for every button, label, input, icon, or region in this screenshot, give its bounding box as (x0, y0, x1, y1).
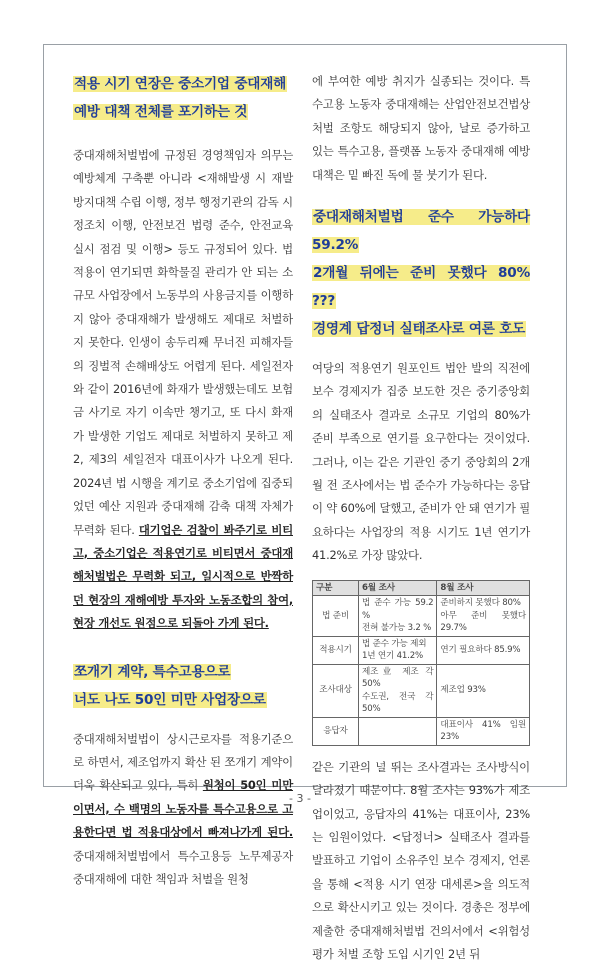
paragraph-2-text-a: 중대재해처벌법이 상시근로자를 적용기준으로 하면서, 제조업까지 확산 된 쪼개기 계약이 더욱 확산되고 있다, 특히 (73, 731, 293, 793)
heading-3-line2: 2개월 뒤에는 준비 못했다 80% ??? (312, 265, 530, 310)
paragraph-1-text: 중대재해처벌법에 규정된 경영책임자 의무는 예방체계 구축뿐 아니라 <재해발생 시 재발방지대책 수립 이행, 정부 행정기관의 감독 시정조치 이행, 안전보건 법령 준수, 안전교육 실시 점검 및 이행> 등도 규정되어 있다. 법 적용이 연기되면 화학물질 관리가 안 되는 소규모 사업장에서 노동부의 사용금지를 이행하지 않아 중대재해가 발생해도 제대로 처벌하지 못한다. 인생이 송두리째 무너진 피해자들의 징벌적 손해배상도 어렵게 된다. 세일전자와 같이 2016년에 화재가 발생했는데도 보험금 사기로 자기 이속만 챙기고, 또 다시 화재가 발생한 기업도 제대로 처벌하지 못하고 제2, 제3의 세일전자 대표이사가 나오게 된다. 2024년 법 시행을 계기로 중소기업에 집중되었던 예산 지원과 중대재해 감축 대책 자체가 무력화 된다. (73, 148, 293, 537)
table-cell (359, 664, 437, 717)
cell-line: 준비하지 못했다 80% (440, 598, 521, 609)
cell-line: 제조업 93% (440, 685, 486, 696)
paragraph-analysis: 같은 기관의 널 뛰는 조사결과는 조사방식이 달라졌기 때문이다. 8월 조사는 93%가 제조업이었고, 응답자의 41%는 대표이사, 23%는 임원이었다. <답정너> 실태조사 결과를 발표하고 기업이 소유주인 보수 경제지, 언론을 통해 <적용 시기 연장 대세론>을 의도적으로 확산시키고 있는 것이다. 경총은 정부에 제출한 중대재해처벌법 건의서에서 <위험성 평가 처벌 조항 도입 시기인 2년 뒤 (312, 759, 530, 961)
paragraph-1-emphasis: 대기업은 검찰이 봐주기로 비티고, 중소기업은 적용연기로 비티면서 중대재해처벌법은 무력화 되고, 일시적으로 반짝하던 현장의 재해예방 투자와 노동조합의 참여, 현장 개선도 원점으로 되돌아 가게 된다. (73, 522, 293, 631)
cell-line: 법 준수 가능 제외 (362, 638, 427, 649)
table-row (313, 596, 530, 637)
table-cell (359, 717, 437, 745)
right-column (312, 70, 530, 966)
cell-line: 수도권, 전국 각 50% (362, 691, 434, 715)
table-cell (437, 596, 530, 637)
paragraph-2 (73, 728, 293, 892)
cell-line: 제조业 제조 각 50% (362, 666, 434, 690)
table-cell (437, 636, 530, 664)
table-cell (437, 664, 530, 717)
table-row (313, 664, 530, 717)
table-header-cell: 8월 조사 (437, 580, 530, 596)
cell-line: 대표이사 41% 임원 23% (440, 719, 526, 743)
paragraph-survey: 여당의 적용연기 원포인트 법안 발의 직전에 보수 경제지가 집중 보도한 것은 중기중앙회의 실태조사 결과로 소규모 기업의 80%가 준비 부족으로 연기를 요구한다는 것이었다. 그러나, 이는 같은 기관인 중기 중앙회의 2개월 전 조사에서는 법 준수가 가능하다는 응답이 약 60%에 달했고, 준비가 안 돼 연기가 필요하다는 사업장의 적용 시기도 1년 연기가 41.2%로 가장 많았다. (312, 361, 530, 563)
table-row-label: 응답자 (313, 717, 359, 745)
table-row (313, 636, 530, 664)
heading-3 (312, 203, 530, 343)
survey-comparison-table (312, 580, 530, 746)
table-header-cell: 6월 조사 (359, 580, 437, 596)
table-cell (359, 596, 437, 637)
table-row-label: 법 준비 (313, 596, 359, 637)
cell-line: 1년 연기 41.2% (362, 651, 423, 662)
cell-line: 전혀 불가능 3.2 % (362, 623, 432, 634)
table-cell (359, 636, 437, 664)
paragraph-2-text-b: 중대재해처벌법에서 특수고용등 노무제공자 중대재해에 대한 책임과 처벌을 원청 (73, 848, 293, 886)
paragraph-2-emphasis: 원청이 50인 미만이면서, 수 백명의 노동자를 특수고용으로 고용한다면 법 적용대상에서 빠져나가게 된다. (73, 778, 293, 840)
left-column (73, 70, 293, 891)
cell-line: 아무 준비 못했다 29.7% (440, 610, 526, 634)
table-cell (437, 717, 530, 745)
table-row-label: 조사대상 (313, 664, 359, 717)
heading-3-line1: 중대재해처벌법 준수 가능하다 59.2% (312, 209, 530, 254)
paragraph-1 (73, 144, 293, 636)
page-number: - 3 - (289, 792, 311, 805)
paragraph-continued: 에 부여한 예방 취지가 실종되는 것이다. 특수고용 노동자 중대재해는 산업안전보건법상 처벌 조항도 해당되지 않아, 날로 증가하고 있는 특수고용, 플랫폼 노동자 중대재해 예방대책은 밑 빠진 독에 물 붓기가 된다. (312, 74, 530, 182)
heading-2-line1: 쪼개기 계약, 특수고용으로 (74, 663, 231, 680)
cell-line: 법 준수 가능 59.2 % (362, 598, 434, 621)
heading-2-line2: 너도 나도 50인 미만 사업장으로 (74, 691, 266, 708)
heading-1-line2: 예방 대책 전체를 포기하는 것 (74, 104, 248, 120)
heading-2 (73, 658, 293, 714)
table-header-row (313, 580, 530, 596)
heading-1 (73, 70, 293, 126)
table-row (313, 717, 530, 745)
heading-3-line3: 경영계 답정너 실태조사로 여론 호도 (313, 321, 526, 338)
table-row-label: 적용시기 (313, 636, 359, 664)
heading-1-line1: 적용 시기 연장은 중소기업 중대재해 (74, 76, 287, 92)
table-header-cell: 구분 (313, 580, 359, 596)
cell-line: 연기 필요하다 85.9% (440, 644, 521, 655)
